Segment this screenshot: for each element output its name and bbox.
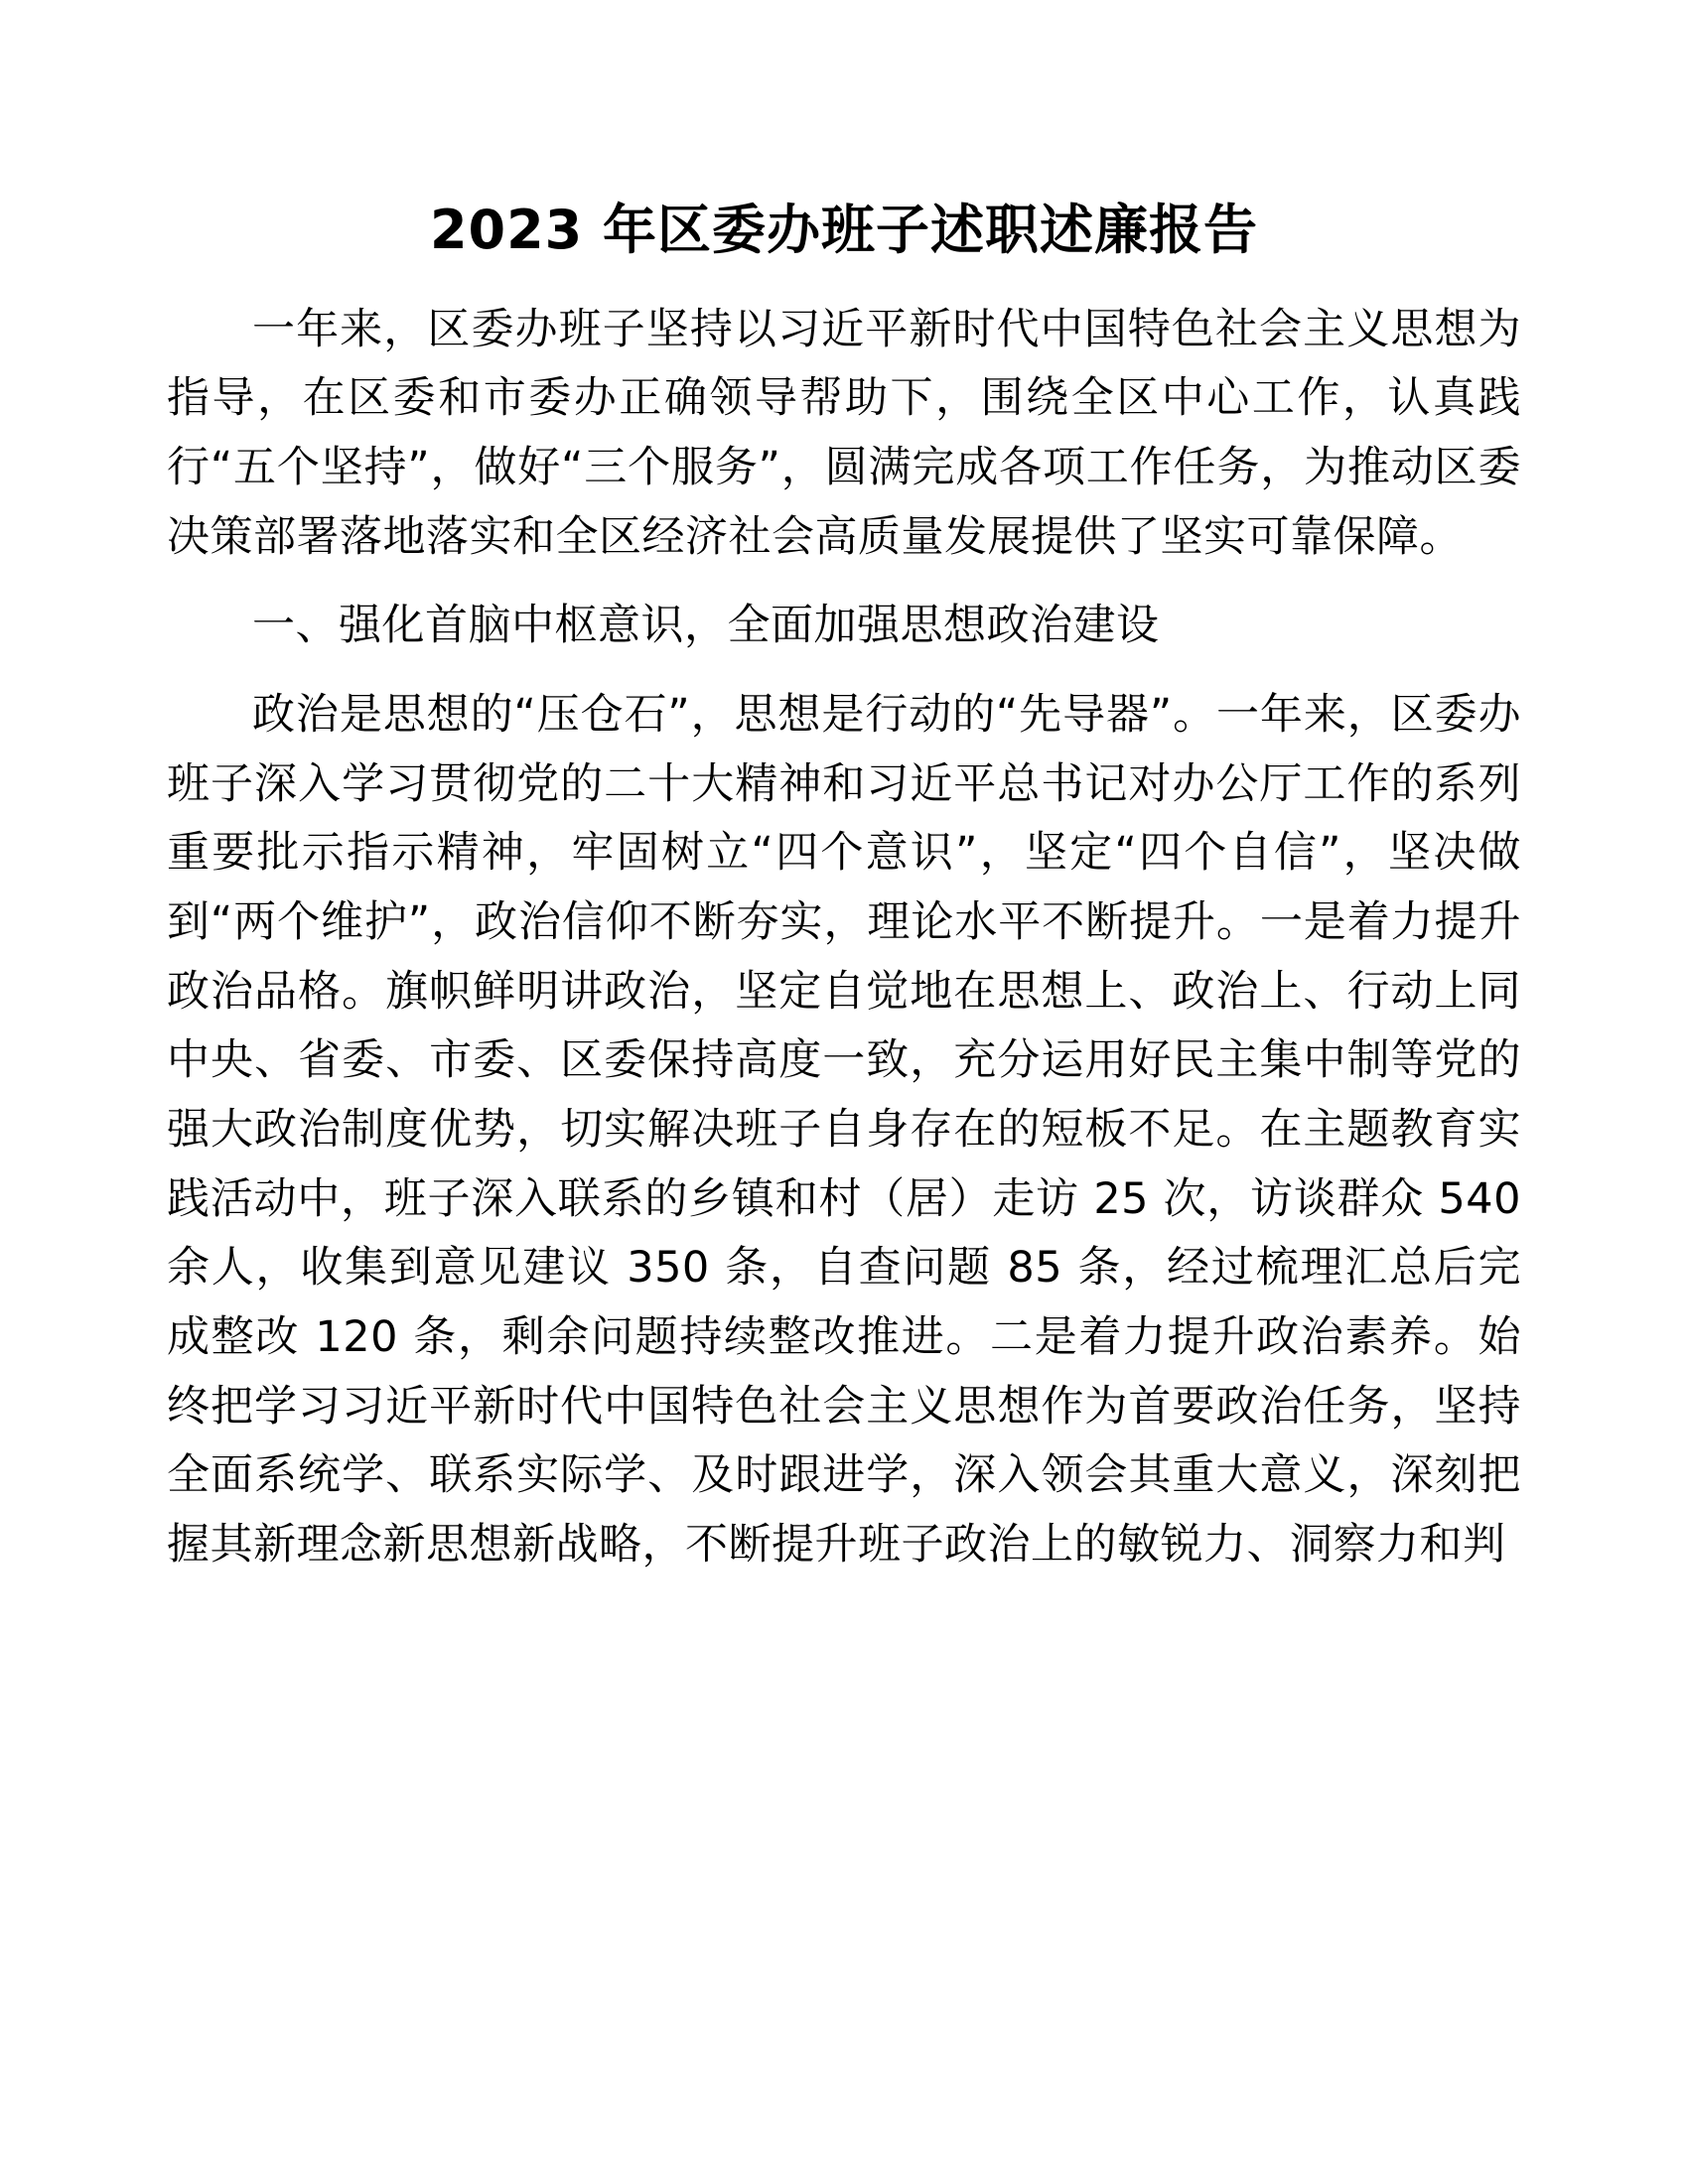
section-heading-one: 一、强化首脑中枢意识，全面加强思想政治建设 bbox=[252, 601, 1160, 651]
document-title: 2023 年区委办班子述职述廉报告 bbox=[429, 199, 1259, 261]
paragraph-political-building: 政治是思想的“压仓石”，思想是行动的“先导器”。一年来，区委办班子深入学习贯彻党的二十大精神和习近平总书记对办公厅工作的系列重要批示指示精神，牢固树立“四个意识”，坚定“四个自信”，坚决做到“两个维护”，政治信仰不断夯实，理论水平不断提升。一是着力提升政治品格。旗帜鲜明讲政治，坚定自觉地在思想上、政治上、行动上同中央、省委、市委、区委保持高度一致，充分运用好民主集中制等党的强大政治制度优势，切实解决班子自身存在的短板不足。在主题教育实践活动中，班子深入联系的乡镇和村（居）走访 25 次，访谈群众 540 余人，收集到意见建议 350 条，自查问题 85 条，经过梳理汇总后完成整改 120 条，剩余问题持续整改推进。二是着力提升政治素养。始终把学习习近平新时代中国特色社会主义思想作为首要政治任务，坚持全面系统学、联系实际学、及时跟进学，深入领会其重大意义，深刻把握其新理念新思想新战略，不断提升班子政治上的敏锐力、洞察力和判 bbox=[167, 690, 1536, 1570]
paragraph-opening-summary: 一年来，区委办班子坚持以习近平新时代中国特色社会主义思想为指导，在区委和市委办正确领导帮助下，围绕全区中心工作，认真践行“五个坚持”，做好“三个服务”，圆满完成各项工作任务，为推动区委决策部署落地落实和全区经济社会高质量发展提供了坚实可靠保障。 bbox=[167, 304, 1521, 562]
